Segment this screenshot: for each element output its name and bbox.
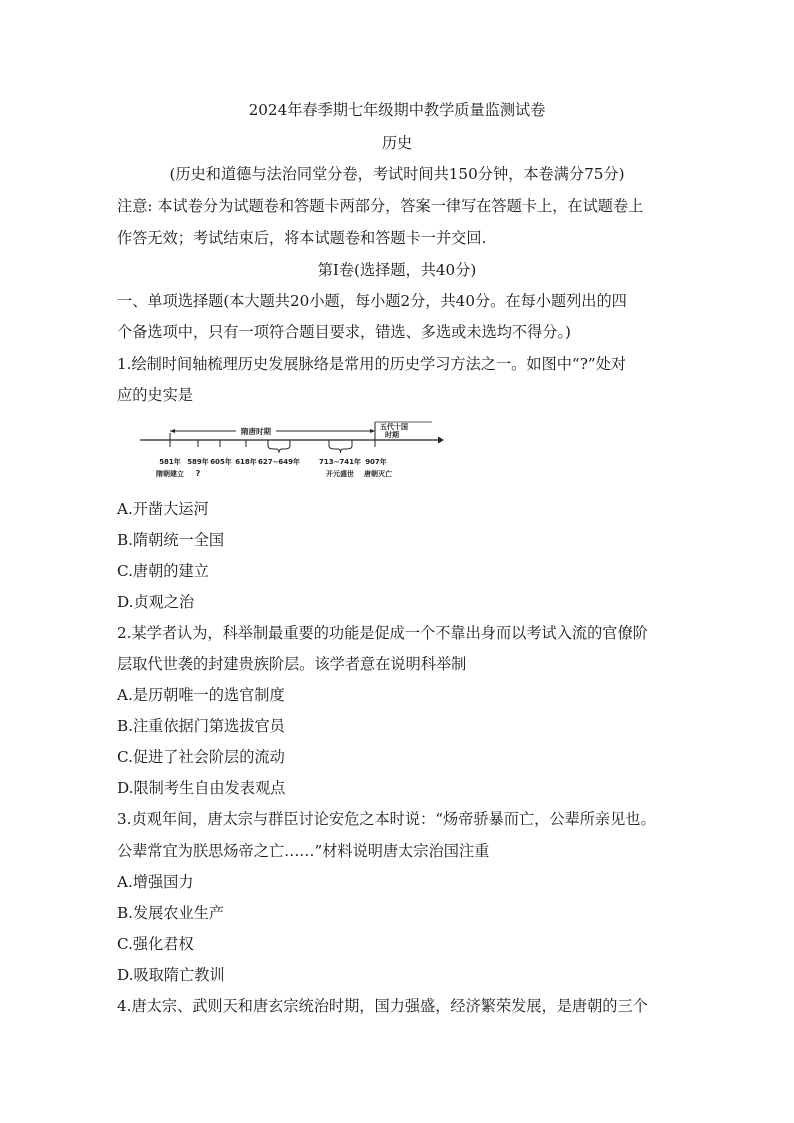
question-1-stem-line-1: 1.绘制时间轴梳理历史发展脉络是常用的历史学习方法之一。如图中“?”处对 [117,355,626,373]
question-1-stem-line-2: 应的史实是 [117,386,193,404]
part-title: 第Ⅰ卷(选择题，共40分) [317,261,477,279]
section-instruction-line-2: 个备选项中，只有一项符合题目要求，错选、多选或未选均不得分。) [117,323,571,341]
exam-note: (历史和道德与法治同堂分卷，考试时间共150分钟，本卷满分75分) [169,165,625,183]
question-3-stem-line-2: 公辈常宜为朕思炀帝之亡……”材料说明唐太宗治国注重 [117,842,490,860]
bracket-713-741 [329,446,352,453]
subject-title: 历史 [381,134,413,152]
end-period-label-1: 五代十国 [380,423,408,431]
notice-line-1: 注意: 本试卷分为试题卷和答题卡两部分，答案一律写在答题卡上，在试题卷上 [117,197,644,215]
question-4-stem-line-1: 4.唐太宗、武则天和唐玄宗统治时期，国力强盛，经济繁荣发展，是唐朝的三个 [117,997,648,1015]
question-2-option-c: C.促进了社会阶层的流动 [117,748,285,766]
timeline-arrowhead [438,437,444,444]
question-3-option-c: C.强化君权 [117,935,194,953]
year-label-605: 605年 [210,458,232,466]
question-1-option-c: C.唐朝的建立 [117,562,209,580]
question-2-stem-line-1: 2.某学者认为，科举制最重要的功能是促成一个不靠出身而以考试入流的官僚阶 [117,624,648,642]
bracket-627-649 [268,446,290,453]
year-label-589: 589年 [187,458,209,466]
exam-title: 2024年春季期七年级期中教学质量监测试卷 [248,101,546,119]
question-2-option-d: D.限制考生自由发表观点 [117,779,286,797]
question-3-option-d: D.吸取隋亡教训 [117,966,225,984]
question-1-option-d: D.贞观之治 [117,593,195,611]
year-label-713-741: 713~741年 [318,458,362,466]
section-instruction-line-1: 一、单项选择题(本大题共20小题，每小题2分，共40分。在每小题列出的四 [117,292,627,310]
timeline-figure [140,420,445,484]
year-label-907: 907年 [365,458,387,466]
question-3-option-b: B.发展农业生产 [117,904,225,922]
note-kaiyuan: 开元盛世 [326,470,354,478]
end-period-label-2: 时期 [385,431,399,439]
period-label: 隋唐时期 [241,427,271,436]
year-label-581: 581年 [159,458,181,466]
year-label-618: 618年 [235,458,257,466]
note-sui-founded: 隋朝建立 [156,470,184,478]
question-3-option-a: A.增强国力 [117,873,194,891]
question-2-option-a: A.是历朝唯一的选官制度 [117,686,285,704]
question-1-option-b: B.隋朝统一全国 [117,531,225,549]
notice-line-2: 作答无效；考试结束后，将本试题卷和答题卡一并交回. [117,229,487,247]
question-3-stem-line-1: 3.贞观年间，唐太宗与群臣讨论安危之本时说：“炀帝骄暴而亡，公辈所亲见也。 [117,810,656,828]
question-2-stem-line-2: 层取代世袭的封建贵族阶层。该学者意在说明科举制 [117,655,467,673]
year-label-627-649: 627~649年 [257,458,301,466]
note-tang-fall: 唐朝灭亡 [364,470,392,478]
question-1-option-a: A.开凿大运河 [117,500,209,518]
note-question-mark: ? [195,469,201,478]
question-2-option-b: B.注重依据门第选拔官员 [117,717,285,735]
